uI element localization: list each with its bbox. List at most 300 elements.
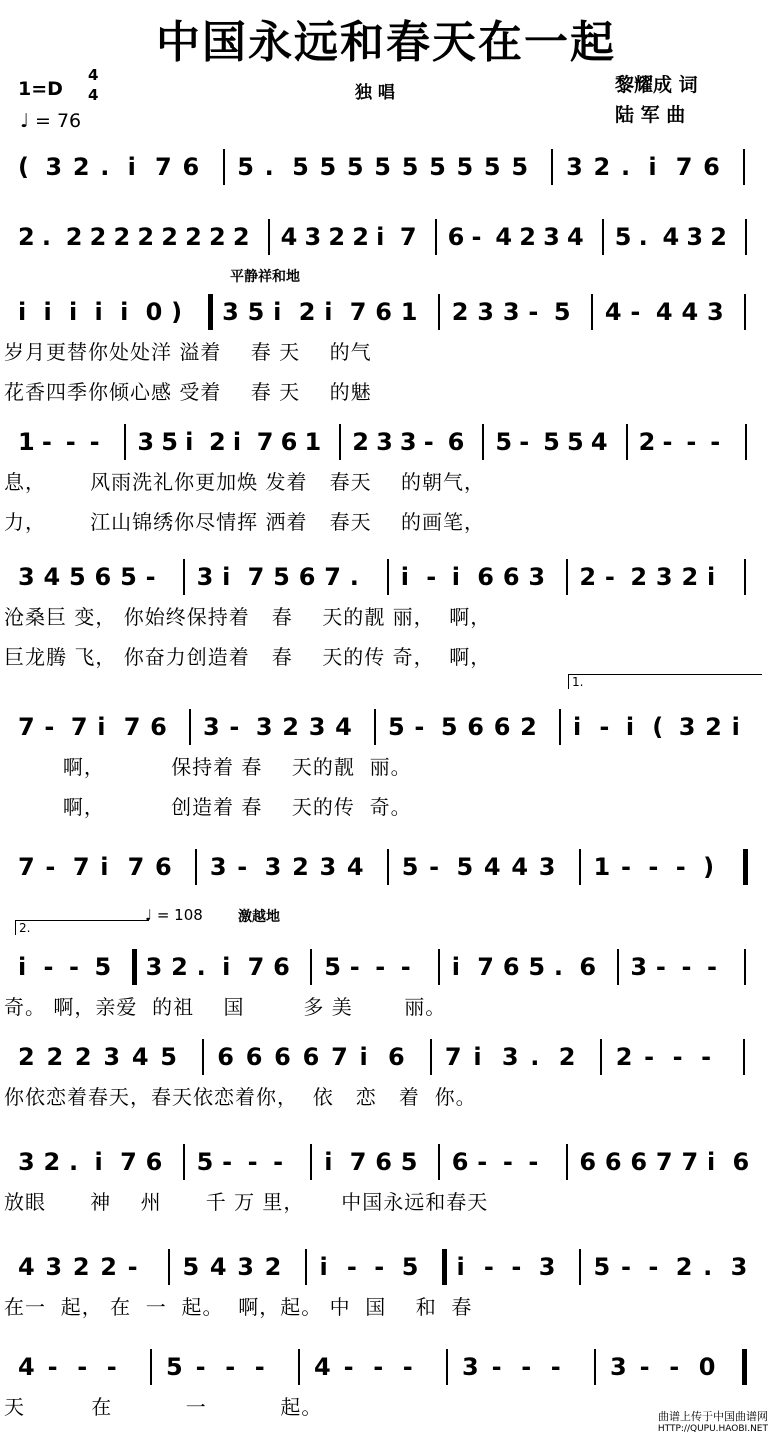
note: - xyxy=(44,713,55,741)
note: i xyxy=(456,1253,465,1281)
note: 6 xyxy=(502,953,520,981)
note: - xyxy=(550,1353,561,1381)
note: 4 xyxy=(567,223,584,251)
note: 4 xyxy=(18,1253,35,1281)
note: 7 xyxy=(349,298,367,326)
note: i xyxy=(232,428,242,456)
note: 5 xyxy=(553,298,571,326)
note: 5 xyxy=(401,153,419,181)
barline xyxy=(132,949,137,985)
notation-row xyxy=(12,215,764,255)
notation-row xyxy=(12,1140,764,1180)
note: 2 xyxy=(208,223,226,251)
barline xyxy=(208,294,213,330)
note: - xyxy=(706,953,717,981)
note: 7 xyxy=(256,428,274,456)
note: - xyxy=(429,853,440,881)
note: ) xyxy=(171,298,183,326)
note: 6 xyxy=(217,1043,234,1071)
note: 5 xyxy=(614,223,632,251)
note: - xyxy=(89,428,100,456)
note: 5 xyxy=(120,563,137,591)
note: 4 xyxy=(511,853,529,881)
note: 5 xyxy=(400,1148,418,1176)
note: 5 xyxy=(247,298,265,326)
note: 7 xyxy=(18,853,35,881)
time-signature-top: 4 xyxy=(88,66,99,84)
note: 3 xyxy=(543,223,560,251)
note: - xyxy=(222,1148,233,1176)
note: - xyxy=(343,1353,354,1381)
note: i xyxy=(573,713,582,741)
note: 3 xyxy=(319,853,337,881)
note: 7 xyxy=(155,153,172,181)
note: 2 xyxy=(72,153,90,181)
note: . xyxy=(264,153,274,181)
lyric-line: 啊， 保持着 春 天的靓 丽。 xyxy=(4,755,412,779)
barline xyxy=(268,219,270,255)
note: i xyxy=(94,298,103,326)
barline xyxy=(430,1039,432,1075)
barline xyxy=(626,424,628,460)
note: 5 xyxy=(196,1148,214,1176)
note: - xyxy=(655,953,666,981)
note: 6 xyxy=(732,1148,750,1176)
note: 2 xyxy=(352,428,369,456)
note: - xyxy=(511,1253,522,1281)
barline xyxy=(602,219,604,255)
note: 7 xyxy=(324,563,341,591)
watermark xyxy=(658,1411,768,1435)
note: 6 xyxy=(604,1148,622,1176)
note: - xyxy=(644,1043,655,1071)
barline xyxy=(579,849,581,885)
note: 6 xyxy=(388,1043,405,1071)
lyric-line: 你依恋着春天，春天依恋着你， 依 恋 着 你。 xyxy=(4,1085,477,1109)
note: - xyxy=(402,1353,413,1381)
performance-type: 独 唱 xyxy=(355,83,395,103)
barline xyxy=(559,709,561,745)
barline xyxy=(183,559,185,595)
note: 3 xyxy=(566,153,583,181)
note: 4 xyxy=(604,298,622,326)
note: 2 xyxy=(705,713,722,741)
note: 2 xyxy=(282,713,299,741)
note: 1 xyxy=(400,298,418,326)
barline xyxy=(305,1249,307,1285)
note: 6 xyxy=(703,153,720,181)
note: - xyxy=(672,1043,683,1071)
note: 6 xyxy=(493,713,511,741)
note: i xyxy=(97,713,106,741)
note: 5 xyxy=(511,153,529,181)
note: 5 xyxy=(292,153,309,181)
note: 5 xyxy=(273,563,290,591)
tempo-mark-2: ♩ = 108 xyxy=(145,906,203,924)
note: 3 xyxy=(462,1353,479,1381)
note: 6 xyxy=(298,563,316,591)
note: i xyxy=(324,298,333,326)
note: - xyxy=(620,853,631,881)
note: - xyxy=(675,853,686,881)
note: 5 xyxy=(319,153,337,181)
note: i xyxy=(43,298,52,326)
barline xyxy=(617,949,619,985)
note: - xyxy=(65,428,76,456)
notation-row xyxy=(12,555,764,595)
note: - xyxy=(69,953,79,981)
barline xyxy=(744,294,746,330)
note: i xyxy=(451,953,461,981)
barline xyxy=(223,149,225,185)
note: 2 xyxy=(681,563,699,591)
note: 2 xyxy=(74,1043,92,1071)
note: 7 xyxy=(70,713,88,741)
note: 4 xyxy=(209,1253,227,1281)
note: - xyxy=(662,428,673,456)
note: . xyxy=(196,953,206,981)
lyric-line: 花香四季你倾心感 受着 春 天 的魅 xyxy=(4,380,372,404)
note: - xyxy=(400,953,411,981)
note: - xyxy=(604,563,615,591)
note: i xyxy=(120,298,129,326)
note: 4 xyxy=(590,428,608,456)
note: 5 xyxy=(388,713,405,741)
note: 3 xyxy=(706,298,724,326)
note: - xyxy=(423,428,434,456)
note: i xyxy=(222,563,231,591)
volta-2: 2. xyxy=(15,920,149,935)
note: 3 xyxy=(376,428,393,456)
barline xyxy=(298,1349,300,1385)
note: 0 xyxy=(698,1353,716,1381)
lyric-line: 在一 起， 在 一 起。 啊，起。 中 国 和 春 xyxy=(4,1295,473,1319)
barline xyxy=(310,1144,312,1180)
note: 2 xyxy=(18,1043,35,1071)
note: 3 xyxy=(264,853,282,881)
note: 3 xyxy=(137,428,155,456)
note: - xyxy=(229,713,240,741)
barline xyxy=(310,949,312,985)
note: - xyxy=(620,1253,631,1281)
lyric-line: 奇。 啊，亲爱 的祖 国 多 美 丽。 xyxy=(4,995,447,1019)
note: - xyxy=(471,223,482,251)
barline xyxy=(438,294,440,330)
notation-row xyxy=(12,945,764,985)
barline xyxy=(594,1349,596,1385)
key-signature: 1=D xyxy=(18,78,63,100)
note: 2 xyxy=(519,223,536,251)
note: 7 xyxy=(120,1148,137,1176)
note: i xyxy=(18,953,27,981)
notation-row xyxy=(12,845,764,885)
note: 3 xyxy=(45,1253,63,1281)
barline xyxy=(195,849,197,885)
note: - xyxy=(519,428,530,456)
barline xyxy=(743,849,748,885)
expression-excited: 激越地 xyxy=(238,909,280,925)
note: 2 xyxy=(18,223,35,251)
barline xyxy=(442,1249,447,1285)
lyric-line: 力， 江山锦绣你尽情挥 洒着 春天 的画笔， xyxy=(4,510,486,534)
note: 5 xyxy=(401,1253,419,1281)
note: - xyxy=(669,1353,680,1381)
note: 3 xyxy=(145,953,163,981)
note: - xyxy=(346,1253,357,1281)
notation-row xyxy=(12,420,764,460)
note: 2 xyxy=(298,298,316,326)
barline xyxy=(339,424,341,460)
note: 1 xyxy=(304,428,322,456)
note: - xyxy=(77,1353,88,1381)
note: 2 xyxy=(208,428,226,456)
note: - xyxy=(127,1253,138,1281)
note: 7 xyxy=(331,1043,348,1071)
note: 6 xyxy=(274,1043,291,1071)
note: 4 xyxy=(495,223,513,251)
note: 3 xyxy=(399,428,417,456)
note: - xyxy=(483,1253,494,1281)
note: 2 xyxy=(579,563,597,591)
note: 5 xyxy=(528,953,546,981)
note: 2 xyxy=(675,1253,693,1281)
lyric-line: 岁月更替你处处洋 溢着 春 天 的气 xyxy=(4,340,372,364)
barline xyxy=(744,949,746,985)
notation-row xyxy=(12,1245,764,1285)
note: 4 xyxy=(314,1353,331,1381)
note: - xyxy=(648,853,659,881)
barline xyxy=(743,149,745,185)
note: - xyxy=(43,953,54,981)
note: - xyxy=(225,1353,236,1381)
barline xyxy=(745,424,747,460)
note: 6 xyxy=(579,1148,597,1176)
barline xyxy=(446,1349,448,1385)
note: - xyxy=(426,563,437,591)
note: 7 xyxy=(123,713,141,741)
note: 4 xyxy=(43,563,61,591)
note: 2 xyxy=(72,1253,90,1281)
note: 2 xyxy=(558,1043,576,1071)
note: 2 xyxy=(615,1043,633,1071)
note: 5 xyxy=(182,1253,200,1281)
note: 5 xyxy=(456,153,474,181)
note: 4 xyxy=(18,1353,35,1381)
note: 6 xyxy=(451,1148,469,1176)
note: - xyxy=(477,1148,488,1176)
barline xyxy=(183,1144,185,1180)
note: 3 xyxy=(308,713,326,741)
note: 5 xyxy=(324,953,341,981)
note: 5 xyxy=(483,153,501,181)
note: - xyxy=(41,428,52,456)
note: 4 xyxy=(681,298,699,326)
note: - xyxy=(521,1353,532,1381)
note: ( xyxy=(652,713,664,741)
barline xyxy=(189,709,191,745)
note: 2 xyxy=(89,223,107,251)
note: i xyxy=(222,953,231,981)
note: - xyxy=(45,853,56,881)
note: . xyxy=(553,953,563,981)
note: 3 xyxy=(655,563,673,591)
note: 6 xyxy=(245,1043,263,1071)
note: 3 xyxy=(45,153,63,181)
note: i xyxy=(69,298,78,326)
note: 7 xyxy=(18,713,35,741)
note: 6 xyxy=(502,563,520,591)
note: 5 xyxy=(401,853,419,881)
barline xyxy=(591,294,593,330)
note: 2 xyxy=(232,223,250,251)
note: 4 xyxy=(280,223,298,251)
note: - xyxy=(599,713,610,741)
note: . xyxy=(349,563,359,591)
note: 2 xyxy=(451,298,469,326)
note: i xyxy=(94,1148,103,1176)
note: 2 xyxy=(65,223,83,251)
note: 5 xyxy=(166,1353,183,1381)
note: i xyxy=(18,298,27,326)
note: 3 xyxy=(678,713,696,741)
note: 7 xyxy=(349,1148,367,1176)
note: 6 xyxy=(182,153,200,181)
note: 3 xyxy=(203,713,220,741)
note: . xyxy=(638,223,648,251)
note: - xyxy=(701,1043,712,1071)
note: 3 xyxy=(630,953,648,981)
note: 6 xyxy=(477,563,494,591)
expression-calm: 平静祥和地 xyxy=(230,269,300,285)
composer-credit: 陆 军 曲 xyxy=(615,104,686,126)
note: - xyxy=(502,1148,513,1176)
note: 3 xyxy=(686,223,704,251)
note: 5 xyxy=(593,1253,611,1281)
note: - xyxy=(247,1148,258,1176)
barline xyxy=(374,709,376,745)
lyricist-credit: 黎耀成 词 xyxy=(615,74,698,96)
barline xyxy=(435,219,437,255)
note: 6 xyxy=(375,298,392,326)
song-title: 中国永远和春天在一起 xyxy=(156,17,616,68)
note: i xyxy=(400,563,409,591)
note: 3 xyxy=(304,223,322,251)
note: 3 xyxy=(103,1043,121,1071)
note: 2 xyxy=(520,713,537,741)
note: 5 xyxy=(69,563,86,591)
note: i xyxy=(706,563,716,591)
note: 5 xyxy=(94,953,112,981)
note: 4 xyxy=(662,223,680,251)
note: 3 xyxy=(196,563,214,591)
note: i xyxy=(473,1043,482,1071)
note: - xyxy=(195,1353,206,1381)
note: - xyxy=(414,713,425,741)
note: 7 xyxy=(247,953,265,981)
note: 5 xyxy=(346,153,364,181)
watermark-line-2: HTTP://QUPU.HAOBI.NET xyxy=(657,1424,768,1434)
note: - xyxy=(528,1148,539,1176)
note: 7 xyxy=(477,953,494,981)
barline xyxy=(124,424,126,460)
note: 5 xyxy=(374,153,391,181)
lyric-line: 息， 风雨洗礼你更加焕 发着 春天 的朝气， xyxy=(4,470,486,494)
note: 5 xyxy=(429,153,446,181)
note: - xyxy=(639,1353,650,1381)
note: 3 xyxy=(237,1253,254,1281)
time-signature-bottom: 4 xyxy=(88,86,99,104)
note: 6 xyxy=(447,428,465,456)
lyric-line: 放眼 神 州 千 万 里， 中国永远和春天 xyxy=(4,1190,489,1214)
note: . xyxy=(530,1043,540,1071)
barline xyxy=(551,149,553,185)
note: 2 xyxy=(292,853,309,881)
note: 3 xyxy=(502,298,520,326)
note: - xyxy=(47,1353,58,1381)
note: 6 xyxy=(150,713,167,741)
note: . xyxy=(703,1253,713,1281)
note: 7 xyxy=(247,563,265,591)
note: 4 xyxy=(483,853,501,881)
note: - xyxy=(237,853,248,881)
note: 3 xyxy=(255,713,273,741)
note: i xyxy=(706,1148,716,1176)
note: - xyxy=(528,298,539,326)
note: 3 xyxy=(477,298,494,326)
note: - xyxy=(349,953,360,981)
notation-row xyxy=(12,1035,764,1075)
note: 1 xyxy=(593,853,611,881)
note: 2 xyxy=(137,223,155,251)
note: - xyxy=(681,953,692,981)
note: i xyxy=(127,153,136,181)
lyric-line: 啊， 创造着 春 天的传 奇。 xyxy=(4,795,412,819)
note: 5 xyxy=(161,428,178,456)
note: 3 xyxy=(222,298,239,326)
barline xyxy=(566,559,568,595)
barline xyxy=(387,849,389,885)
barline xyxy=(202,1039,204,1075)
note: 7 xyxy=(675,153,693,181)
barline xyxy=(482,424,484,460)
note: . xyxy=(69,1148,79,1176)
note: - xyxy=(491,1353,502,1381)
note: 2 xyxy=(43,1148,61,1176)
note: 7 xyxy=(399,223,417,251)
note: 3 xyxy=(528,563,546,591)
note: . xyxy=(100,153,110,181)
note: 4 xyxy=(346,853,364,881)
note: 5 xyxy=(567,428,584,456)
note: 5 xyxy=(495,428,513,456)
barline xyxy=(579,1249,581,1285)
note: 5 xyxy=(237,153,254,181)
note: i xyxy=(273,298,282,326)
note: 7 xyxy=(681,1148,699,1176)
note: 5 xyxy=(543,428,560,456)
barline xyxy=(438,1144,440,1180)
note: . xyxy=(41,223,51,251)
lyric-line: 天 在 一 起。 xyxy=(4,1395,323,1419)
note: 6 xyxy=(579,953,597,981)
note: 3 xyxy=(610,1353,627,1381)
note: 6 xyxy=(280,428,298,456)
note: 6 xyxy=(630,1148,648,1176)
notation-row xyxy=(12,1345,764,1385)
note: 2 xyxy=(161,223,178,251)
note: 2 xyxy=(185,223,202,251)
note: i xyxy=(324,1148,333,1176)
